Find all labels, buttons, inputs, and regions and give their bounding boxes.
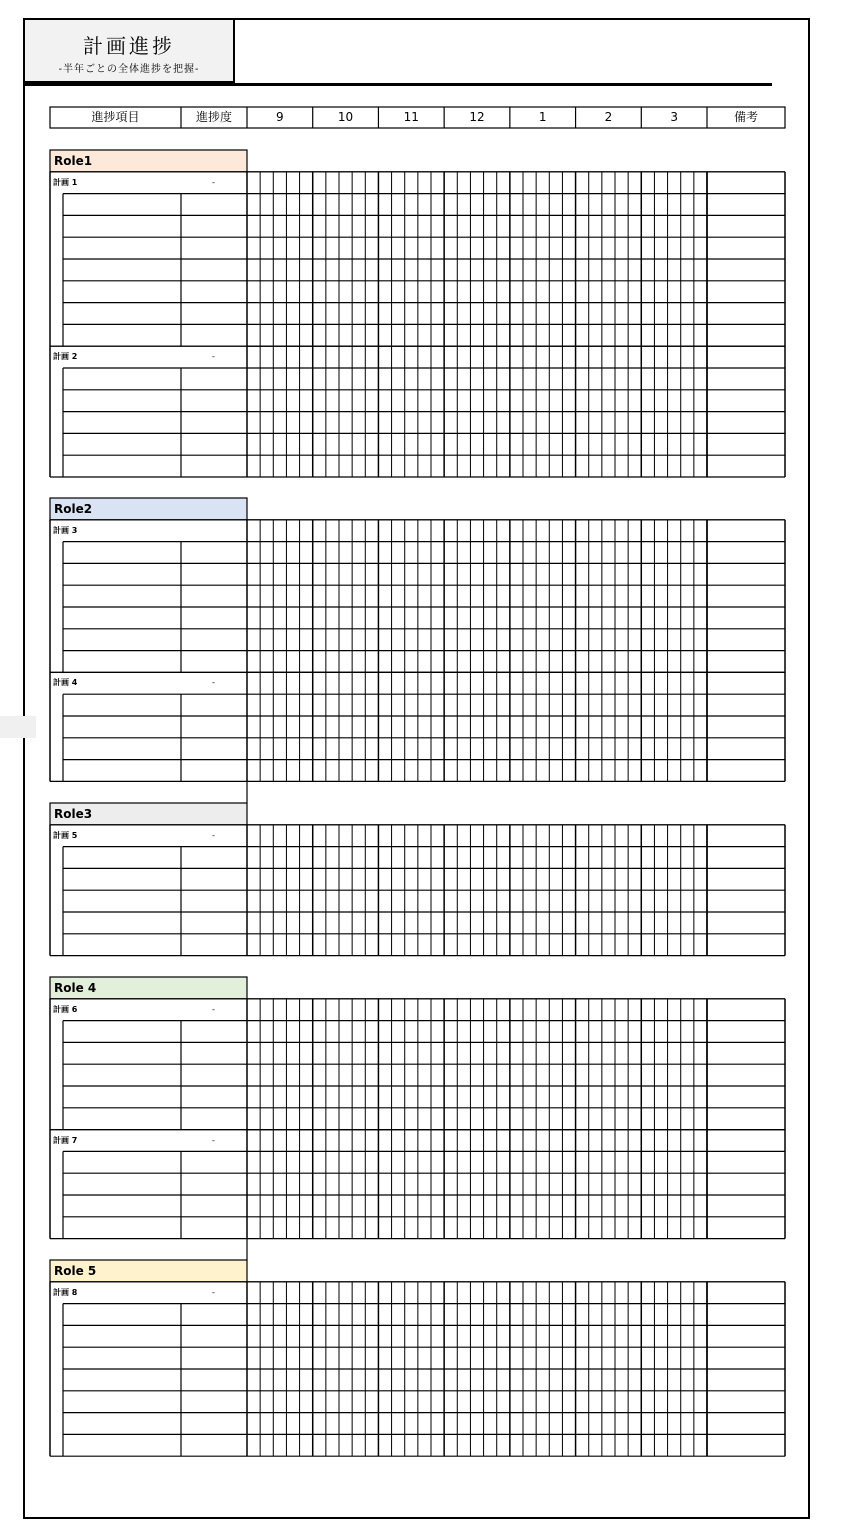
- plan-progress: -: [212, 830, 215, 840]
- plan-progress: -: [212, 352, 215, 362]
- plan-label: 計画 7: [53, 1135, 78, 1145]
- header-month: 1: [538, 110, 547, 124]
- plan-progress: -: [212, 1287, 215, 1297]
- header-notes: 備考: [733, 110, 758, 124]
- plan-progress: -: [212, 678, 215, 688]
- plan-label: 計画 3: [53, 525, 78, 535]
- plan-label: 計画 8: [53, 1287, 78, 1297]
- plan-label: 計画 6: [53, 1004, 78, 1014]
- role-name: Role 4: [54, 981, 97, 995]
- plan-label: 計画 5: [53, 830, 78, 840]
- plan-progress: -: [212, 1135, 215, 1145]
- header-progress: 進捗度: [195, 110, 232, 124]
- plan-progress: -: [212, 177, 215, 187]
- role-name: Role 5: [54, 1264, 97, 1278]
- header-item: 進捗項目: [91, 110, 140, 124]
- header-month: 3: [670, 110, 678, 124]
- plan-progress: -: [212, 1004, 215, 1014]
- header-month: 2: [604, 110, 613, 124]
- page-subtitle: -半年ごとの全体進捗を把握-: [58, 64, 200, 75]
- header-month: 11: [403, 110, 419, 124]
- role-name: Role3: [54, 807, 93, 821]
- page-title: 計画進捗: [83, 34, 175, 58]
- header-month: 10: [337, 110, 354, 124]
- header-month: 12: [469, 110, 485, 124]
- plan-label: 計画 2: [53, 352, 78, 362]
- plan-label: 計画 4: [53, 678, 78, 688]
- role-name: Role2: [54, 502, 93, 516]
- role-name: Role1: [54, 154, 93, 168]
- plan-label: 計画 1: [53, 177, 78, 187]
- header-month: 9: [276, 110, 284, 124]
